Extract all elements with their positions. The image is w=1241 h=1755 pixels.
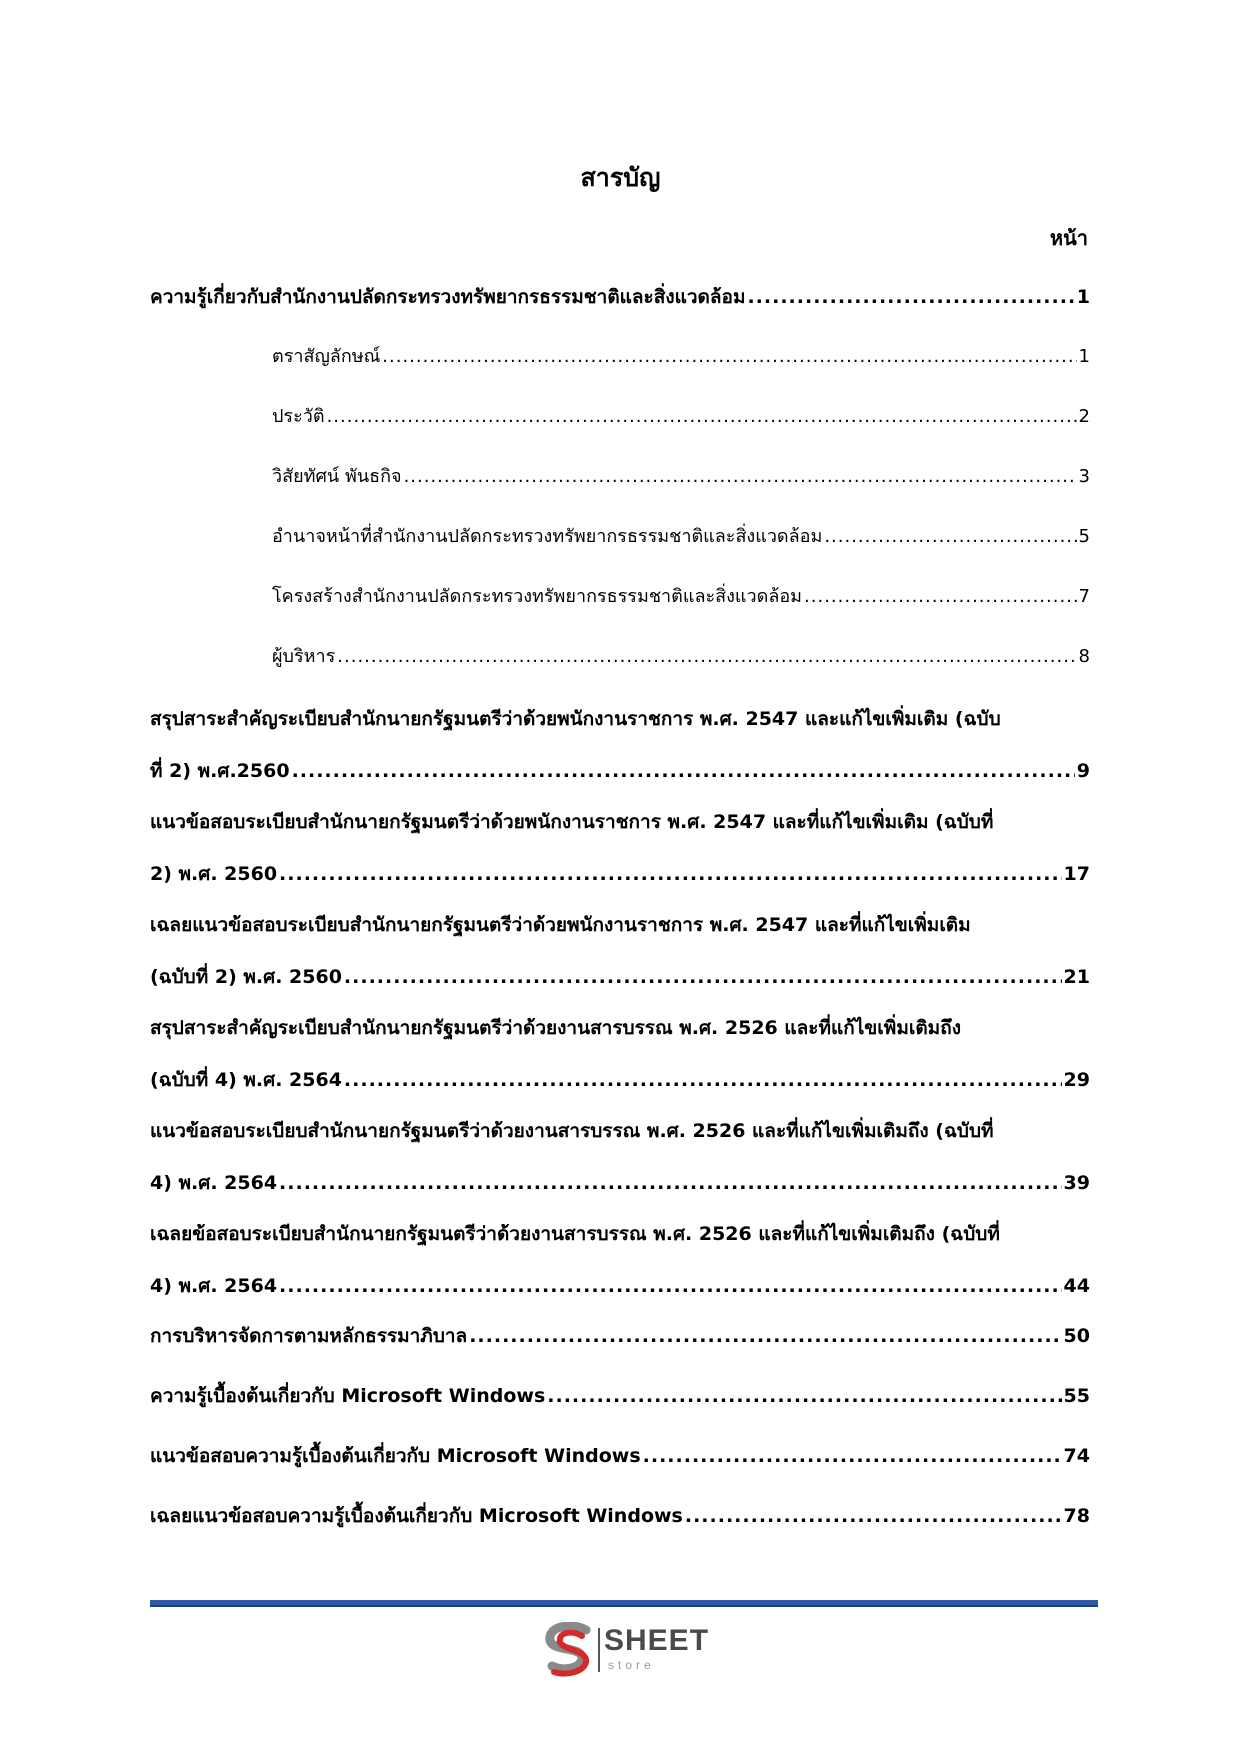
toc-entry-title-line1: เฉลยแนวข้อสอบระเบียบสำนักนายกรัฐมนตรีว่าด้วยพนักงานราชการ พ.ศ. 2547 และที่แก้ไขเพิ่มเติม: [150, 914, 971, 936]
toc-entry-title: การบริหารจัดการตามหลักธรรมาภิบาล: [150, 1325, 468, 1347]
toc-entry-title-line1: แนวข้อสอบระเบียบสำนักนายกรัฐมนตรีว่าด้วยพนักงานราชการ พ.ศ. 2547 และที่แก้ไขเพิ่มเติม (ฉบับที่: [150, 811, 994, 833]
toc-entry-page: 44: [1063, 1275, 1090, 1297]
dot-leader: [327, 391, 1077, 443]
toc-entry-title-line1: แนวข้อสอบระเบียบสำนักนายกรัฐมนตรีว่าด้วยงานสารบรรณ พ.ศ. 2526 และที่แก้ไขเพิ่มเติมถึง (ฉบับที่: [150, 1120, 994, 1142]
toc-subentry[interactable]: [272, 631, 1090, 683]
toc-subentry[interactable]: [272, 451, 1090, 503]
toc-entry[interactable]: [150, 1208, 1090, 1312]
toc-entry-title: ตราสัญลักษณ์: [272, 346, 381, 367]
toc-entry-title-line1: สรุปสาระสำคัญระเบียบสำนักนายกรัฐมนตรีว่าด้วยพนักงานราชการ พ.ศ. 2547 และแก้ไขเพิ่มเติม (ฉบับ: [150, 708, 1001, 730]
toc-entry-title: แนวข้อสอบความรู้เบื้องต้นเกี่ยวกับ Microsoft Windows: [150, 1445, 641, 1467]
toc-entry-page: 3: [1078, 466, 1090, 487]
dot-leader: [747, 271, 1074, 323]
toc-entry-page: 9: [1076, 760, 1090, 782]
dot-leader: [279, 1157, 1062, 1209]
toc-entry-title-line2: (ฉบับที่ 2) พ.ศ. 2560: [150, 966, 342, 988]
dot-leader: [404, 451, 1077, 503]
toc-entry-page: 21: [1063, 966, 1090, 988]
dot-leader: [685, 1490, 1062, 1542]
toc-entry-page: 1: [1078, 346, 1090, 367]
dot-leader: [344, 951, 1062, 1003]
dot-leader: [382, 331, 1076, 383]
dot-leader: [279, 848, 1062, 900]
toc-entry-page: 74: [1063, 1445, 1090, 1467]
toc-entry-title-line1: สรุปสาระสำคัญระเบียบสำนักนายกรัฐมนตรีว่าด้วยงานสารบรรณ พ.ศ. 2526 และที่แก้ไขเพิ่มเติมถึง: [150, 1017, 961, 1039]
dot-leader: [469, 1310, 1061, 1362]
toc-entry-title-line2: (ฉบับที่ 4) พ.ศ. 2564: [150, 1069, 342, 1091]
toc-entry-page: 17: [1063, 863, 1090, 885]
logo-wordmark: SHEET: [604, 1624, 710, 1657]
toc-entry-page: 78: [1063, 1505, 1090, 1527]
toc-entry[interactable]: [150, 1105, 1090, 1209]
toc-entry[interactable]: [150, 271, 1090, 323]
table-of-contents: [150, 0, 1090, 1600]
toc-entry-page: 8: [1078, 646, 1090, 667]
toc-entry[interactable]: [150, 1310, 1090, 1362]
toc-entry-page: 55: [1063, 1385, 1090, 1407]
toc-entry-page: 50: [1063, 1325, 1090, 1347]
sheet-store-logo: [542, 1620, 712, 1678]
toc-entry-title-line2: 4) พ.ศ. 2564: [150, 1172, 278, 1194]
toc-entry-title-line1: เฉลยข้อสอบระเบียบสำนักนายกรัฐมนตรีว่าด้วยงานสารบรรณ พ.ศ. 2526 และที่แก้ไขเพิ่มเติมถึง (ฉบับที่: [150, 1223, 1000, 1245]
toc-entry-title: ความรู้เกี่ยวกับสำนักงานปลัดกระทรวงทรัพยากรธรรมชาติและสิ่งแวดล้อม: [150, 286, 746, 308]
logo-divider: [598, 1628, 600, 1672]
toc-entry[interactable]: [150, 1002, 1090, 1106]
logo-subtext: store: [608, 1658, 655, 1672]
toc-entry[interactable]: [150, 1430, 1090, 1482]
page-title: สารบัญ: [580, 163, 661, 192]
toc-subentry[interactable]: [272, 391, 1090, 443]
toc-entry-title: ผู้บริหาร: [272, 646, 336, 667]
toc-entry-page: 7: [1078, 586, 1090, 607]
dot-leader: [804, 571, 1077, 623]
toc-entry-title-line2: 4) พ.ศ. 2564: [150, 1275, 278, 1297]
dot-leader: [547, 1370, 1061, 1422]
toc-entry-page: 29: [1063, 1069, 1090, 1091]
toc-entry-title-line2: ที่ 2) พ.ศ.2560: [150, 760, 290, 782]
toc-entry[interactable]: [150, 1370, 1090, 1422]
dot-leader: [344, 1054, 1062, 1106]
dot-leader: [292, 745, 1075, 797]
toc-entry-title: เฉลยแนวข้อสอบความรู้เบื้องต้นเกี่ยวกับ Microsoft Windows: [150, 1505, 683, 1527]
page-column-header: หน้า: [1049, 226, 1088, 250]
dot-leader: [279, 1260, 1062, 1312]
toc-entry-title: ความรู้เบื้องต้นเกี่ยวกับ Microsoft Windows: [150, 1385, 546, 1407]
toc-entry-page: 1: [1076, 286, 1090, 308]
toc-entry[interactable]: [150, 693, 1090, 797]
toc-subentry[interactable]: [272, 571, 1090, 623]
toc-entry-page: 2: [1078, 406, 1090, 427]
toc-subentry[interactable]: [272, 511, 1090, 563]
dot-leader: [337, 631, 1076, 683]
toc-entry[interactable]: [150, 899, 1090, 1003]
toc-entry[interactable]: [150, 1490, 1090, 1542]
toc-entry-title-line2: 2) พ.ศ. 2560: [150, 863, 278, 885]
toc-entry-page: 5: [1078, 526, 1090, 547]
toc-entry[interactable]: [150, 796, 1090, 900]
dot-leader: [824, 511, 1076, 563]
toc-entry-title: โครงสร้างสำนักงานปลัดกระทรวงทรัพยากรธรรมชาติและสิ่งแวดล้อม: [272, 586, 803, 607]
toc-entry-page: 39: [1063, 1172, 1090, 1194]
toc-entry-title: อำนาจหน้าที่สำนักงานปลัดกระทรวงทรัพยากรธรรมชาติและสิ่งแวดล้อม: [272, 526, 823, 547]
footer-rule: [150, 1600, 1098, 1607]
toc-entry-title: ประวัติ: [272, 406, 325, 427]
toc-subentry[interactable]: [272, 331, 1090, 383]
logo-s-icon: [542, 1622, 596, 1678]
dot-leader: [643, 1430, 1062, 1482]
toc-entry-title: วิสัยทัศน์ พันธกิจ: [272, 466, 402, 487]
